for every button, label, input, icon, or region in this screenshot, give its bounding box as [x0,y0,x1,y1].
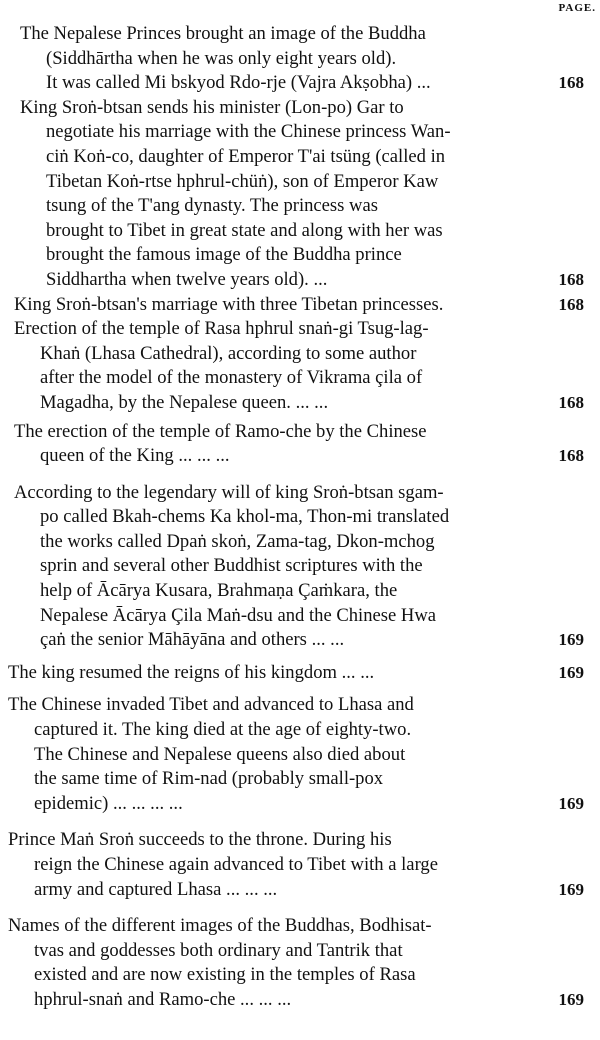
entry-line [0,342,600,367]
entry-line [0,194,600,219]
entry-text: Khaṅ (Lhasa Cathedral), according to some author [40,342,417,364]
entry-line [0,145,600,170]
entry-line [0,853,600,878]
list-item [0,661,600,686]
entry-line [0,71,600,96]
entry-text: hphrul-snaṅ and Ramo-che ... ... ... [34,988,292,1010]
entry-line [0,828,600,853]
list-item [0,96,600,293]
page-number: 168 [558,73,584,93]
entry-line [0,293,600,318]
entry-line [0,366,600,391]
page-number: 168 [558,269,584,289]
entry-text: negotiate his marriage with the Chinese princess Wan- [46,121,451,143]
entry-text: brought to Tibet in great state and along with her was [46,219,443,241]
entry-text: The erection of the temple of Ramo-che by the Chinese [14,420,427,442]
page-number: 169 [558,662,584,682]
list-item [0,420,600,469]
entry-line [0,718,600,743]
entry-text: According to the legendary will of king Sroṅ-btsan sgam- [14,481,444,503]
entry-text: The king resumed the reigns of his kingdom ... ... [8,661,375,683]
entry-text: the works called Dpaṅ skoṅ, Zama-tag, Dkon-mchog [40,530,435,552]
entry-text: captured it. The king died at the age of eighty-two. [34,719,412,741]
page-number: 169 [558,879,584,899]
entry-text: po called Bkah-chems Ka khol-ma, Thon-mi translated [40,506,450,528]
entry-line [0,120,600,145]
page-number: 168 [558,294,584,314]
entry-line [0,391,600,416]
entry-text: sprin and several other Buddhist scriptures with the [40,555,423,577]
list-item [0,481,600,653]
entry-text: Siddhartha when twelve years old). ... [46,268,328,290]
entry-line [0,604,600,629]
entry-line [0,988,600,1013]
entry-text: Magadha, by the Nepalese queen. ... ... [40,391,329,413]
page-number: 169 [558,793,584,813]
entry-text: Tibetan Koṅ-rtse hphrul-chüṅ), son of Emperor Kaw [46,170,439,192]
page-number: 168 [558,446,584,466]
entry-line [0,481,600,506]
entry-line [0,767,600,792]
entry-text: Erection of the temple of Rasa hphrul snaṅ-gi Tsug-lag- [14,318,429,340]
entry-text: army and captured Lhasa ... ... ... [34,878,278,900]
list-item [0,693,600,816]
entry-text: It was called Mi bskyod Rdo-rje (Vajra Akṣobha) ... [46,72,431,94]
entry-line [0,219,600,244]
entry-text: epidemic) ... ... ... ... [34,792,183,814]
entry-line [0,268,600,293]
entry-line [0,505,600,530]
entry-line [0,530,600,555]
entry-line [0,420,600,445]
entry-line [0,444,600,469]
page-number: 169 [558,989,584,1009]
entry-line [0,579,600,604]
entry-line [0,878,600,903]
entry-line [0,743,600,768]
entry-line [0,661,600,686]
entry-text: The Nepalese Princes brought an image of the Buddha [20,23,426,44]
entry-line [0,22,600,47]
entry-text: ciṅ Koṅ-co, daughter of Emperor T'ai tsüng (called in [46,145,446,167]
entry-text: King Sroṅ-btsan sends his minister (Lon-po) Gar to [20,96,404,118]
entry-text: brought the famous image of the Buddha prince [46,244,402,266]
entry-text: çaṅ the senior Māhāyāna and others ... ... [40,629,345,651]
entry-text: after the model of the monastery of Vikrama çila of [40,367,423,389]
entry-line [0,939,600,964]
list-item [0,828,600,902]
entry-line [0,792,600,817]
entry-line [0,47,600,72]
list-item [0,22,600,96]
entry-text: the same time of Rim-nad (probably small-pox [34,768,384,790]
entry-text: tsung of the T'ang dynasty. The princess was [46,195,378,217]
entry-line [0,317,600,342]
entry-line [0,243,600,268]
page-number: 168 [558,392,584,412]
entry-line [0,914,600,939]
list-item [0,293,600,318]
list-item [0,914,600,1012]
entry-text: King Sroṅ-btsan's marriage with three Tibetan princesses. [14,293,444,315]
entry-line [0,170,600,195]
entry-text: existed and are now existing in the temples of Rasa [34,964,416,986]
entry-line [0,628,600,653]
entry-line [0,963,600,988]
entry-text: Prince Maṅ Sroṅ succeeds to the throne. During his [8,829,392,851]
entry-text: The Chinese invaded Tibet and advanced to Lhasa and [8,694,414,716]
entry-line [0,96,600,121]
entry-text: reign the Chinese again advanced to Tibet with a large [34,854,438,875]
entry-text: queen of the King ... ... ... [40,445,230,467]
page-column-header: PAGE. [558,2,596,14]
entry-text: The Chinese and Nepalese queens also died about [34,743,406,765]
entry-text: help of Ācārya Kusara, Brahmaṇa Çaṁkara, the [40,580,398,602]
entry-line [0,554,600,579]
list-item [0,317,600,415]
page-number: 169 [558,630,584,650]
entry-line [0,693,600,718]
entry-text: Names of the different images of the Buddhas, Bodhisat- [8,915,432,937]
entry-text: (Siddhārtha when he was only eight years old). [46,47,397,69]
entry-text: Nepalese Ācārya Çila Maṅ-dsu and the Chinese Hwa [40,604,437,626]
contents-list [0,22,600,1013]
entry-text: tvas and goddesses both ordinary and Tantrik that [34,939,403,961]
